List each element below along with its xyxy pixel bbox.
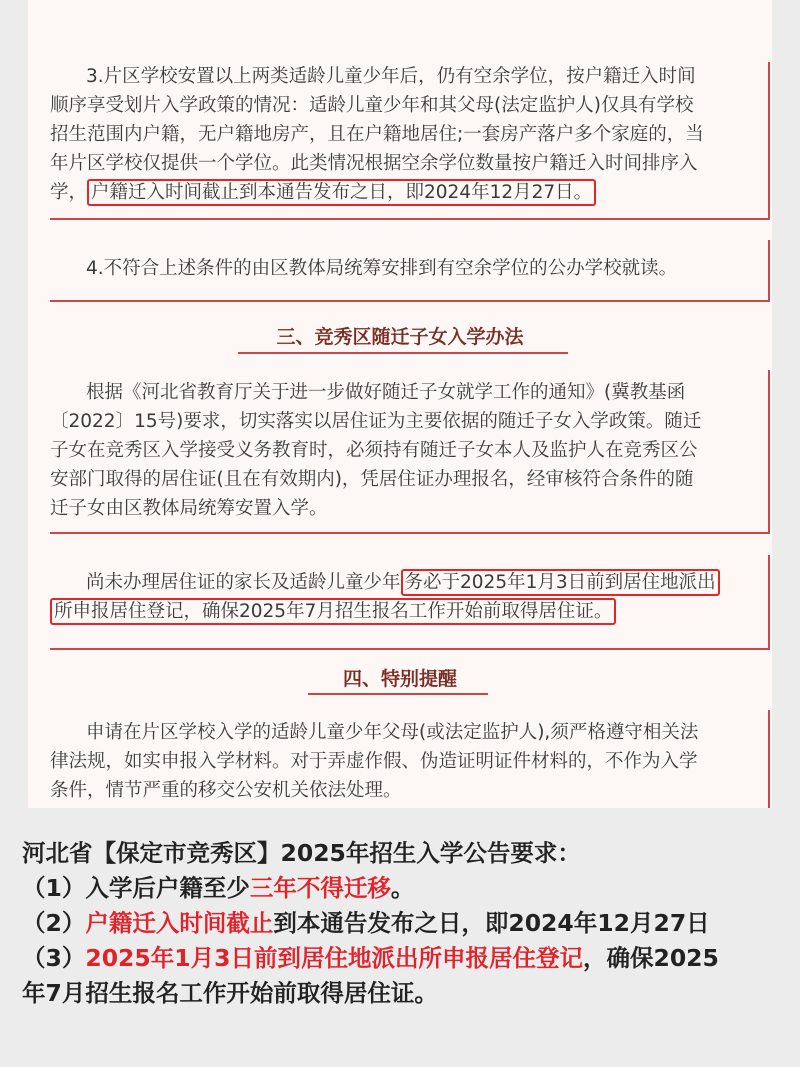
summary-item-1 [22, 871, 782, 906]
paragraph-item-3 [50, 62, 770, 220]
text-line: 迁子女由区教体局统筹安置入学。 [50, 498, 328, 519]
highlight-box: 户籍迁入时间截止到本通告发布之日，即2024年12月27日。 [87, 179, 596, 206]
text-line: 招生范围内户籍，无户籍地房产，且在户籍地居住;一套房产落户多个家庭的，当 [50, 124, 704, 145]
paragraph-item-4 [50, 240, 770, 302]
text-line: 根据《河北省教育厅关于进一步做好随迁子女就学工作的通知》(冀教基函 [86, 382, 686, 403]
paragraph-residence-permit [50, 555, 770, 650]
summary-item-2 [22, 906, 782, 941]
summary-item-3-cont: 年7月招生报名工作开始前取得居住证。 [22, 979, 438, 1007]
text-line: 律法规，如实申报入学材料。对于弄虚作假、伪造证明证件材料的，不作为入学 [50, 751, 698, 772]
text: （3） [22, 944, 86, 972]
emphasis: 三年不得迁移 [249, 874, 391, 902]
text-line [50, 178, 768, 207]
summary-title: 河北省【保定市竞秀区】2025年招生入学公告要求： [22, 839, 581, 867]
text-line: 条件，情节严重的移交公安机关依法处理。 [50, 780, 402, 801]
section-heading-4: 四、特别提醒 [342, 668, 457, 690]
emphasis: 2025年1月3日前到居住地派出所申报居住登记 [85, 944, 583, 972]
section-heading-3: 三、竞秀区随迁子女入学办法 [276, 326, 524, 348]
heading-underline [238, 352, 568, 354]
text-line: 年片区学校仅提供一个学位。此类情况根据空余学位数量按户籍迁入时间排序入 [50, 153, 698, 174]
heading-underline [308, 693, 488, 695]
text-line: 子女在竞秀区入学接受义务教育时，必须持有随迁子女本人及监护人在竞秀区公 [50, 440, 698, 461]
text: ，确保2025 [582, 944, 719, 972]
summary-caption [22, 836, 782, 1011]
text-line [50, 597, 768, 626]
text: 到本通告发布之日，即2024年12月27日 [273, 909, 710, 937]
text-line: 〔2022〕15号)要求，切实落实以居住证为主要依据的随迁子女入学政策。随迁 [50, 411, 702, 432]
paragraph-reminder [50, 710, 770, 808]
text: （1）入学后户籍至少 [22, 874, 250, 902]
highlight-box: 所申报居住登记，确保2025年7月招生报名工作开始前取得居住证。 [50, 598, 616, 625]
text-line [50, 568, 768, 597]
text-line: 3.片区学校安置以上两类适龄儿童少年后，仍有空余学位，按户籍迁入时间 [86, 66, 696, 87]
text-line: 4.不符合上述条件的由区教体局统筹安排到有空余学位的公办学校就读。 [86, 258, 678, 279]
emphasis: 户籍迁入时间截止 [85, 909, 274, 937]
notice-document [28, 0, 772, 808]
text: 尚未办理居住证的家长及适龄儿童少年 [86, 572, 401, 593]
paragraph-migrant-children [50, 370, 770, 534]
text-line: 顺序享受划片入学政策的情况：适龄儿童少年和其父母(法定监护人)仅具有学校 [50, 95, 694, 116]
text: 。 [390, 874, 415, 902]
text-line: 安部门取得的居住证(且在有效期内)，凭居住证办理报名，经审核符合条件的随 [50, 469, 694, 490]
text: （2） [22, 909, 86, 937]
text: 学， [50, 182, 88, 203]
text-line: 申请在片区学校入学的适龄儿童少年父母(或法定监护人),须严格遵守相关法 [86, 722, 699, 743]
highlight-box: 务必于2025年1月3日前到居住地派出 [401, 569, 720, 596]
summary-item-3 [22, 941, 782, 976]
